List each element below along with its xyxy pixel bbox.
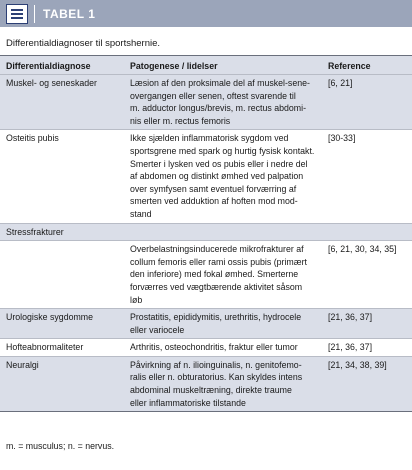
patogenese-line: Ikke sjælden inflammatorisk sygdom ved [130,133,289,144]
patogenese-line: Påvirkning af n. ilioinguinalis, n. genitofemo- [130,359,302,370]
patogenese-line: løb [130,294,143,305]
patogenese-line: Læsion af den proksimale del af muskel-sene- [130,78,310,88]
cell-diagnose: Muskel- og seneskader [6,78,97,88]
cell-reference: [21, 36, 37] [328,312,373,323]
table-row [0,74,412,129]
table-caption: Differentialdiagnoser til sportshernie. [6,38,161,49]
table-title: TABEL 1 [43,6,96,21]
table-row [0,308,412,338]
cell-diagnose: Hofteabnormaliteter [6,342,84,353]
patogenese-line: den inferiore) med fokal ømhed. Smerterne [130,269,299,280]
header-divider [34,5,35,23]
patogenese-line: abdominal muskeltræning, direkte traume [130,385,292,396]
table-row [0,356,412,411]
cell-patogenese [130,132,325,220]
cell-reference: [21, 34, 38, 39] [328,359,387,370]
cell-patogenese [130,359,325,409]
column-header-patogenese: Patogenese / lidelser [130,61,218,71]
patogenese-line: Prostatitis, epididymitis, urethritis, hydrocele [130,312,302,323]
table-header-row [0,55,412,74]
table-row [0,338,412,356]
patogenese-line: eller variocele [130,324,185,335]
patogenese-line: ralis eller n. obturatorius. Kan skyldes intens [130,372,303,383]
patogenese-line: eller inflammatoriske tilstande [130,397,246,408]
patogenese-line: sportsgrene med spark og hurtig fysisk kontakt. [130,145,315,156]
patogenese-line: Overbelastningsinducerede mikrofrakturer af [130,244,304,255]
cell-diagnose [0,243,130,306]
table-bottom-rule [0,411,412,412]
patogenese-line: collum femoris eller rami ossis pubis (primært [130,256,307,267]
cell-patogenese [130,311,325,336]
cell-reference: [6, 21, 30, 34, 35] [328,244,397,255]
table-row [0,223,412,241]
cell-diagnose: Osteitis pubis [6,133,59,144]
cell-diagnose: Urologiske sygdomme [6,312,94,323]
cell-patogenese [130,226,325,239]
patogenese-line: stand [130,208,152,219]
cell-reference [325,226,412,239]
cell-patogenese [130,77,325,127]
table-row [0,129,412,222]
table-body [0,74,412,411]
patogenese-line: Smerter i lysken ved os pubis eller i nedre del [130,158,308,169]
patogenese-line: overgangen eller senen, oftest svarende til [130,90,296,101]
cell-reference: [30-33] [328,133,356,144]
patogenese-line: nis eller m. rectus femoris [130,115,231,126]
cell-patogenese [130,243,325,306]
cell-patogenese [130,341,325,354]
cell-reference: [6, 21] [328,78,353,88]
differential-diagnosis-table [0,55,412,412]
patogenese-line: Arthritis, osteochondritis, fraktur eller tumor [130,342,298,353]
column-header-reference: Reference [328,61,371,71]
patogenese-line: over symfysen samt eventuel forværring af [130,183,297,194]
column-header-diagnose: Differentialdiagnose [6,61,91,71]
patogenese-line: m. adductor longus/brevis, m. rectus abdomi- [130,103,307,114]
patogenese-line: smerten ved adduktion af hoften mod mod- [130,196,298,207]
table-footnote: m. = musculus; n. = nervus. [6,441,115,451]
cell-reference: [21, 36, 37] [328,342,373,353]
cell-diagnose: Stressfrakturer [6,226,64,237]
table-icon [6,4,28,24]
cell-diagnose: Neuralgi [6,359,39,370]
table-header-bar [0,0,412,27]
patogenese-line: forværres ved vægtbærende aktivitet såsom [130,281,303,292]
table-row [0,240,412,308]
patogenese-line: af abdomen og distinkt ømhed ved palpation [130,171,304,182]
